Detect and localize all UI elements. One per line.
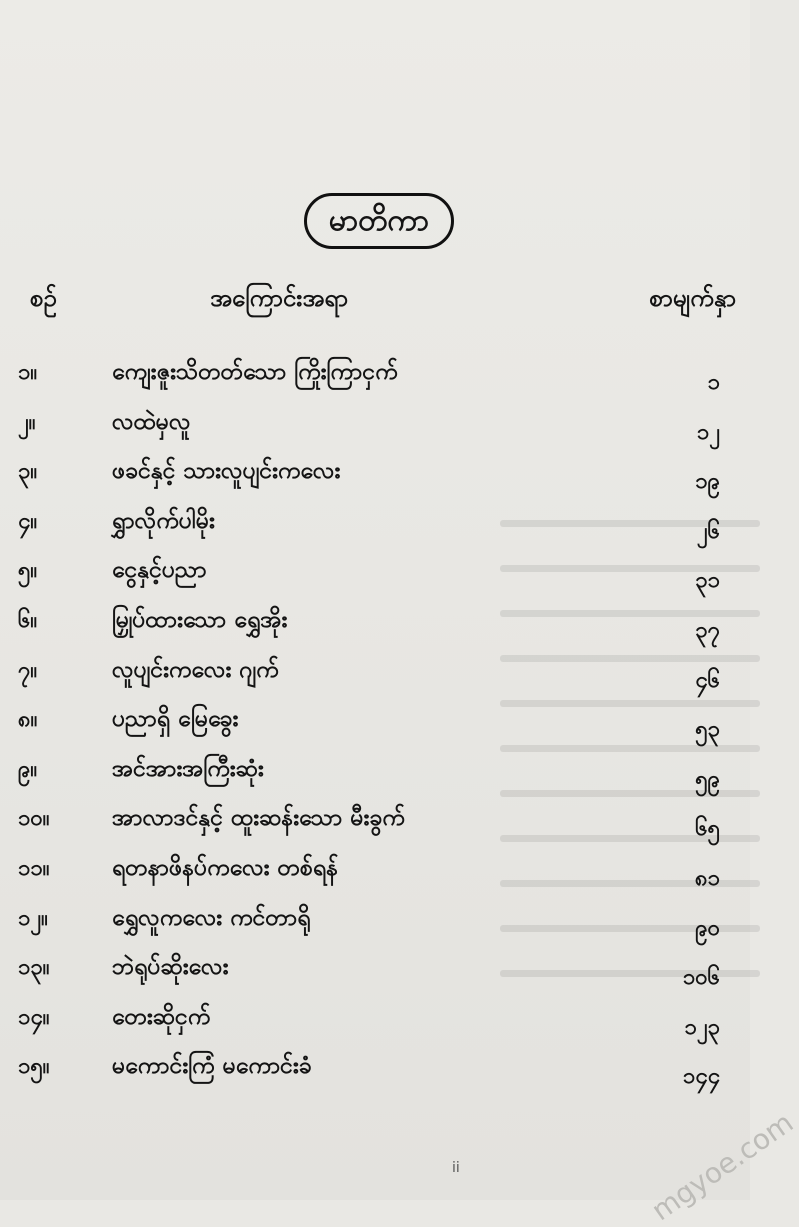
row-title: ကျေးဇူးသိတတ်သော ကြိုးကြာငှက် xyxy=(112,359,398,385)
contents-row[interactable] xyxy=(0,605,750,649)
header-page: စာမျက်နှာ xyxy=(649,284,736,312)
row-page-number: ၉၀ xyxy=(695,915,720,941)
row-number: ၃။ xyxy=(18,459,38,485)
row-page-number: ၁ xyxy=(707,370,720,395)
row-number: ၈။ xyxy=(18,707,38,733)
row-page-number: ၅၃ xyxy=(695,717,720,743)
contents-row[interactable] xyxy=(0,555,750,599)
header-number: စဉ် xyxy=(30,284,57,312)
header-title: အကြောင်းအရာ xyxy=(210,284,348,312)
contents-row[interactable] xyxy=(0,655,750,699)
row-number: ၉။ xyxy=(18,756,38,782)
row-number: ၅။ xyxy=(18,558,38,584)
row-title: တေးဆိုငှက် xyxy=(112,1003,211,1030)
row-title: ဘဲရုပ်ဆိုးလေး xyxy=(112,954,229,981)
contents-row[interactable] xyxy=(0,357,750,401)
row-number: ၄။ xyxy=(18,508,38,534)
row-title: လထဲမှလူ xyxy=(112,408,191,435)
row-page-number: ၅၉ xyxy=(695,766,720,792)
contents-row[interactable] xyxy=(0,704,750,748)
row-title: ငွေနှင့်ပညာ xyxy=(112,557,207,584)
contents-row[interactable] xyxy=(0,803,750,847)
row-title: ပညာရှိ မြေခွေး xyxy=(112,706,239,733)
row-number: ၁၄။ xyxy=(18,1004,50,1030)
row-title: မြှုပ်ထားသော ရွှေအိုး xyxy=(112,607,288,633)
row-title: ဖခင်နှင့် သားလူပျင်းကလေး xyxy=(112,458,341,485)
row-number: ၁၂။ xyxy=(18,905,48,931)
contents-row[interactable] xyxy=(0,407,750,451)
contents-title-badge xyxy=(304,193,454,249)
row-number: ၁၅။ xyxy=(18,1054,50,1080)
row-number: ၂။ xyxy=(18,409,36,435)
row-number: ၁၁။ xyxy=(18,856,50,881)
row-page-number: ၄၆ xyxy=(695,667,720,693)
contents-row[interactable] xyxy=(0,952,750,996)
row-page-number: ၁၂၃ xyxy=(684,1014,720,1040)
row-number: ၁၃။ xyxy=(18,955,50,981)
row-number: ၁။ xyxy=(18,360,38,385)
row-number: ၁၀။ xyxy=(18,806,50,832)
contents-row[interactable] xyxy=(0,853,750,897)
row-title: လူပျင်းကလေး ဂျက် xyxy=(112,656,279,683)
page-folio: ii xyxy=(452,1160,460,1176)
contents-row[interactable] xyxy=(0,506,750,550)
row-page-number: ၁၄၄ xyxy=(682,1064,720,1090)
row-page-number: ၁၉ xyxy=(695,469,720,495)
contents-row[interactable] xyxy=(0,1051,750,1095)
row-page-number: ၃၁ xyxy=(695,568,720,594)
contents-row[interactable] xyxy=(0,903,750,947)
contents-title: မာတိကာ xyxy=(328,203,430,238)
row-number: ၆။ xyxy=(18,608,38,633)
row-title: အင်အားအကြီးဆုံး xyxy=(112,755,264,782)
row-number: ၇။ xyxy=(18,657,38,683)
watermark: mgyoe.com xyxy=(645,1105,799,1227)
row-page-number: ၃၇ xyxy=(695,618,720,643)
row-page-number: ၁၂ xyxy=(696,419,720,445)
row-title: မကောင်းကြံ မကောင်းခံ xyxy=(112,1053,312,1080)
row-title: အာလာဒင်နှင့် ထူးဆန်းသော မီးခွက် xyxy=(112,805,405,832)
row-page-number: ၆၅ xyxy=(695,816,720,842)
row-page-number: ၈၁ xyxy=(695,866,720,891)
row-title: ရွှာလိုက်ပါမိုး xyxy=(112,507,215,534)
row-title: ရတနာဖိနပ်ကလေး တစ်ရန် xyxy=(112,855,338,881)
contents-row[interactable] xyxy=(0,754,750,798)
row-page-number: ၁၀၆ xyxy=(682,965,720,991)
row-title: ရွှေလူကလေး ကင်တာရို xyxy=(112,904,311,931)
contents-row[interactable] xyxy=(0,1002,750,1046)
contents-row[interactable] xyxy=(0,456,750,500)
row-page-number: ၂၆ xyxy=(696,518,720,544)
